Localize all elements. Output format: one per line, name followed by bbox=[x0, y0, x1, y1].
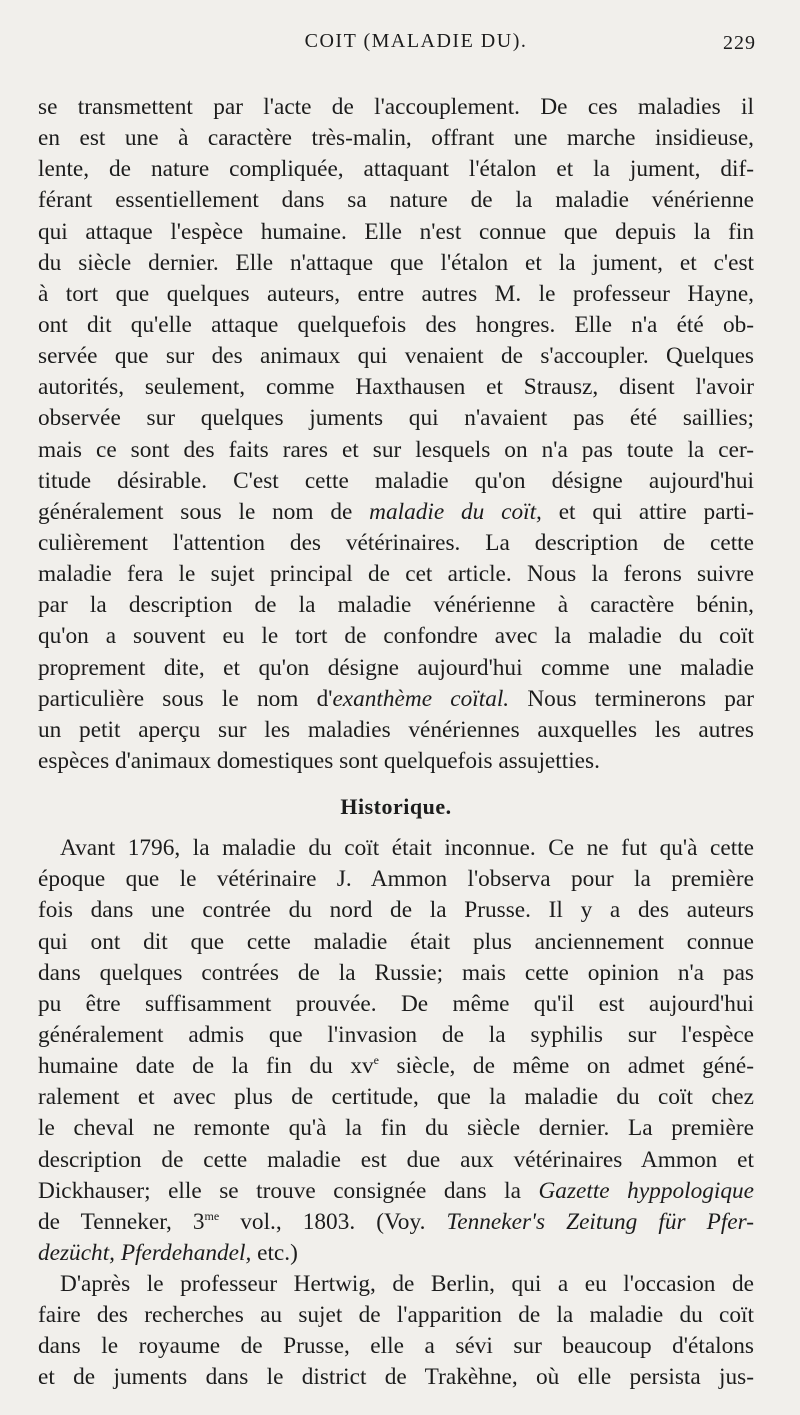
text-line: dans le royaume de Prusse, elle a sévi sur beaucoup d'étalons bbox=[38, 1333, 754, 1360]
text-line: description de cette maladie est due aux vétérinaires Ammon et bbox=[38, 1146, 754, 1173]
text-line: dans quelques contrées de la Russie; mais cette opinion n'a pas bbox=[38, 959, 754, 986]
text-line bbox=[38, 1238, 754, 1269]
text-line: qui attaque l'espèce humaine. Elle n'est connue que depuis la fin bbox=[38, 218, 754, 245]
text-line: époque que le vétérinaire J. Ammon l'observa pour la première bbox=[38, 866, 754, 893]
text-segment: etc.) bbox=[251, 1239, 298, 1266]
text-line: pu être suffisamment prouvée. De même qu'il est aujourd'hui bbox=[38, 990, 754, 1017]
text-segment: Nous terminerons par bbox=[509, 685, 754, 712]
italic-term: Gazette hyppologique bbox=[538, 1177, 754, 1204]
text-line: servée que sur des animaux qui venaient de s'accoupler. Quelques bbox=[38, 343, 754, 370]
text-line: lente, de nature compliquée, attaquant l'étalon et la jument, dif- bbox=[38, 156, 754, 183]
text-line: par la description de la maladie vénérienne à caractère bénin, bbox=[38, 592, 754, 619]
text-line: qui ont dit que cette maladie était plus anciennement connue bbox=[38, 928, 754, 955]
text-line: férant essentiellement dans sa nature de la maladie vénérienne bbox=[38, 187, 754, 214]
superscript: me bbox=[204, 1209, 220, 1224]
text-line: qu'on a souvent eu le tort de confondre avec la maladie du coït bbox=[38, 623, 754, 650]
text-segment: de Tenneker, 3 bbox=[38, 1208, 205, 1235]
text-line: et de juments dans le district de Trakèhne, où elle persista jus- bbox=[38, 1364, 754, 1391]
text-line: autorités, seulement, comme Haxthausen et Strausz, disent l'avoir bbox=[38, 374, 754, 401]
italic-term: Tenneker's Zeitung für Pfer- bbox=[446, 1208, 754, 1235]
body-text bbox=[38, 92, 754, 1394]
text-line bbox=[38, 1207, 754, 1238]
text-line: culièrement l'attention des vétérinaires. La description de cette bbox=[38, 529, 754, 556]
text-line: observée sur quelques juments qui n'avaient pas été saillies; bbox=[38, 405, 754, 432]
text-line: ont dit qu'elle attaque quelquefois des hongres. Elle n'a été ob- bbox=[38, 311, 754, 338]
text-line: maladie fera le sujet principal de cet article. Nous la ferons suivre bbox=[38, 561, 754, 588]
text-line: fois dans une contrée du nord de la Prusse. Il y a des auteurs bbox=[38, 897, 754, 924]
italic-term: dezücht, Pferdehandel, bbox=[38, 1239, 252, 1266]
section-heading: Historique. bbox=[340, 794, 452, 820]
text-line: généralement admis que l'invasion de la syphilis sur l'espèce bbox=[38, 1021, 754, 1048]
text-segment: humaine date de la fin du xv bbox=[38, 1053, 374, 1080]
text-segment: siècle, de même on admet géné- bbox=[378, 1053, 754, 1080]
superscript: e bbox=[373, 1053, 379, 1068]
text-line: du siècle dernier. Elle n'attaque que l'étalon et la jument, et c'est bbox=[38, 249, 754, 276]
running-title: COIT (MALADIE DU). bbox=[304, 30, 528, 52]
text-line bbox=[38, 497, 754, 528]
text-line bbox=[38, 1051, 754, 1082]
italic-term: maladie du coït, bbox=[369, 498, 542, 525]
text-line: faire des recherches au sujet de l'apparition de la maladie du coït bbox=[38, 1302, 754, 1329]
text-line: un petit aperçu sur les maladies vénériennes auxquelles les autres bbox=[38, 716, 754, 743]
text-line: mais ce sont des faits rares et sur lesquels on n'a pas toute la cer- bbox=[38, 436, 754, 463]
text-line: titude désirable. C'est cette maladie qu'on désigne aujourd'hui bbox=[38, 467, 754, 494]
text-segment: et qui attire parti- bbox=[541, 498, 754, 525]
text-line: espèces d'animaux domestiques sont quelquefois assujetties. bbox=[38, 747, 600, 774]
text-line bbox=[38, 1176, 754, 1207]
text-segment: particulière sous le nom d' bbox=[38, 685, 333, 712]
text-line: le cheval ne remonte qu'à la fin du siècle dernier. La première bbox=[38, 1115, 754, 1142]
text-line: ralement et avec plus de certitude, que la maladie du coït chez bbox=[38, 1084, 754, 1111]
text-segment: généralement sous le nom de bbox=[38, 498, 370, 525]
text-line: à tort que quelques auteurs, entre autres M. le professeur Hayne, bbox=[38, 280, 754, 307]
italic-term: exanthème coïtal. bbox=[332, 685, 510, 712]
text-line: Avant 1796, la maladie du coït était inconnue. Ce ne fut qu'à cette bbox=[60, 835, 754, 862]
text-line: se transmettent par l'acte de l'accouplement. De ces maladies il bbox=[38, 94, 754, 120]
text-line bbox=[38, 684, 754, 715]
text-line: en est une à caractère très-malin, offrant une marche insidieuse, bbox=[38, 125, 754, 152]
text-segment: vol., 1803. (Voy. bbox=[219, 1208, 447, 1235]
page-number: 229 bbox=[723, 32, 756, 54]
running-head bbox=[38, 0, 754, 92]
text-line: D'après le professeur Hertwig, de Berlin, qui a eu l'occasion de bbox=[60, 1271, 754, 1298]
text-line: proprement dite, et qu'on désigne aujourd'hui comme une maladie bbox=[38, 654, 754, 681]
text-segment: Dickhauser; elle se trouve consignée dans la bbox=[38, 1177, 539, 1204]
